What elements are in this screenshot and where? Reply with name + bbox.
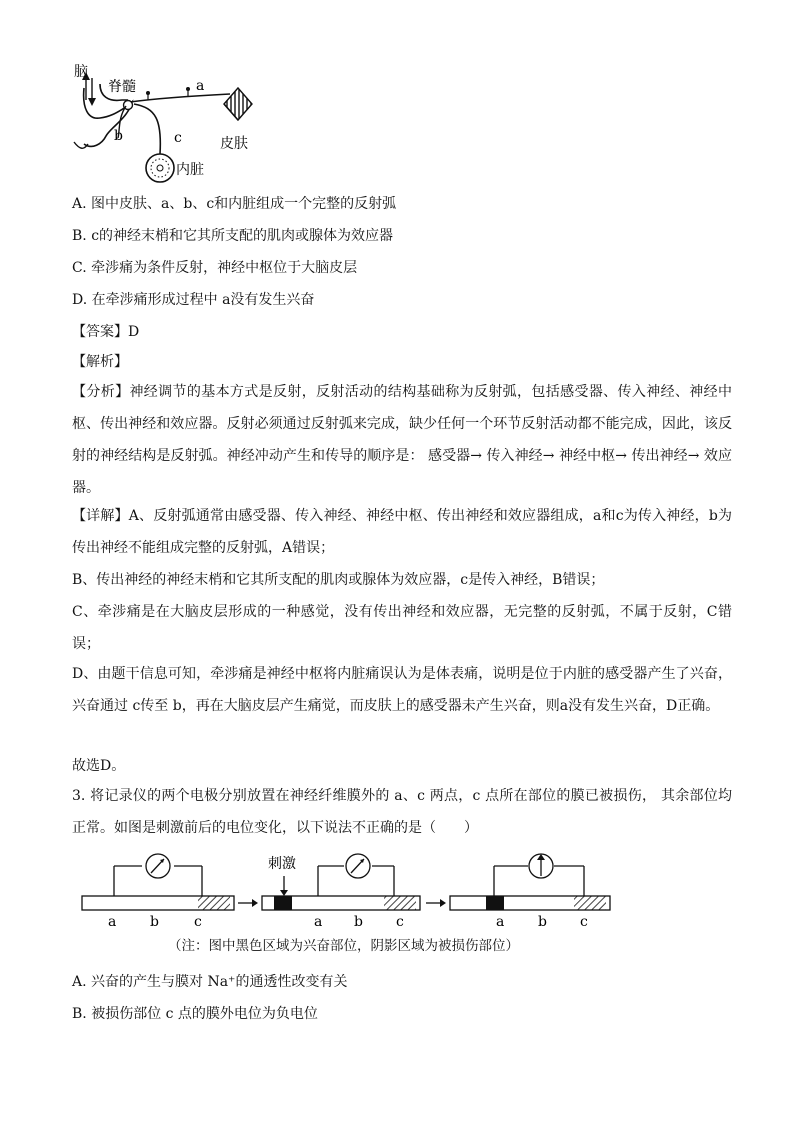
stimulus-label: 刺激 [268,856,296,872]
svg-text:b: b [538,914,547,930]
analysis-text: 神经调节的基本方式是反射，反射活动的结构基础称为反射弧，包括感受器、传入神经、神经中枢、传出神经和效应器。反射必须通过反射弧来完成，缺少任何一个环节反射活动都不能完成，因此，该反射的神经结构是反射弧。神经冲动产生和传导的顺序是： 感受器→ 传入神经→ 神经中枢→ 传出神经→ 效应器。 [72,384,733,496]
detail-conclusion: 故选D。 [72,758,126,774]
panel-after-stimulus [450,854,610,930]
skin-receptor [224,88,252,120]
nerve-a [130,94,230,102]
label-c: c [174,130,182,146]
svg-text:a: a [314,914,323,930]
label-spinal: 脊髓 [108,79,136,95]
svg-text:c: c [396,914,404,930]
detail-d: D、由题干信息可知，牵涉痛是神经中枢将内脏痛误认为是体表痛，说明是位于内脏的感受器产生了兴奋，兴奋通过 c传至 b，再在大脑皮层产生痛觉，而皮肤上的感受器未产生兴奋，则a没有发生兴奋，D正确。 [72,666,732,714]
detail-a-text: A、反射弧通常由感受器、传入神经、神经中枢、传出神经和效应器组成，a和c为传入神经，b为传出神经不能组成完整的反射弧，A错误； [72,508,732,556]
detail-b: B、传出神经的神经末梢和它其所支配的肌肉或腺体为效应器，c是传入神经，B错误； [72,572,605,588]
detail-a [72,500,732,564]
label-brain: 脑 [74,64,88,80]
nerve-fiber-diagram [78,822,618,932]
answer-line [72,322,139,342]
svg-text:c: c [580,914,588,930]
question3-stem: 3. 将记录仪的两个电极分别放置在神经纤维膜外的 a、c 两点，c 点所在部位的膜已被损伤， 其余部位均正常。如图是刺激前后的电位变化，以下说法不正确的是（ ） [72,788,732,836]
answer-value: D [128,324,140,340]
svg-text:b: b [354,914,363,930]
nerve-c [134,104,160,154]
label-a: a [196,78,205,94]
svg-text:c: c [194,914,202,930]
label-b: b [114,128,123,144]
svg-text:a: a [496,914,505,930]
answer-tag: 【答案】 [72,324,128,340]
analysis-paragraph [72,376,732,504]
reflex-arc-diagram [70,58,280,186]
panel-before-stimulus [82,854,234,930]
analysis-tag: 【分析】 [72,384,130,400]
detail-tag: 【详解】 [72,508,129,524]
q3-option-a: A. 兴奋的产生与膜对 Na⁺的通透性改变有关 [72,974,348,990]
svg-text:b: b [150,914,159,930]
analysis-heading: 【解析】 [72,354,128,370]
viscera-organ [146,154,174,182]
label-viscera: 内脏 [176,162,204,178]
q3-option-b: B. 被损伤部位 c 点的膜外电位为负电位 [72,1006,318,1022]
detail-c: C、牵涉痛是在大脑皮层形成的一种感觉，没有传出神经和效应器，无完整的反射弧，不属于反射，C错误； [72,604,732,652]
panel-stimulus [262,854,420,930]
figure-note: （注：图中黑色区域为兴奋部位，阴影区域为被损伤部位） [168,938,519,954]
spinal-cord-shape [84,88,132,146]
option-b: B. c的神经末梢和它其所支配的肌肉或腺体为效应器 [72,228,394,244]
option-a: A. 图中皮肤、a、b、c和内脏组成一个完整的反射弧 [72,196,397,212]
option-d: D. 在牵涉痛形成过程中 a没有发生兴奋 [72,292,315,308]
option-c: C. 牵涉痛为条件反射，神经中枢位于大脑皮层 [72,260,358,276]
svg-text:a: a [108,914,117,930]
label-skin: 皮肤 [220,136,248,152]
